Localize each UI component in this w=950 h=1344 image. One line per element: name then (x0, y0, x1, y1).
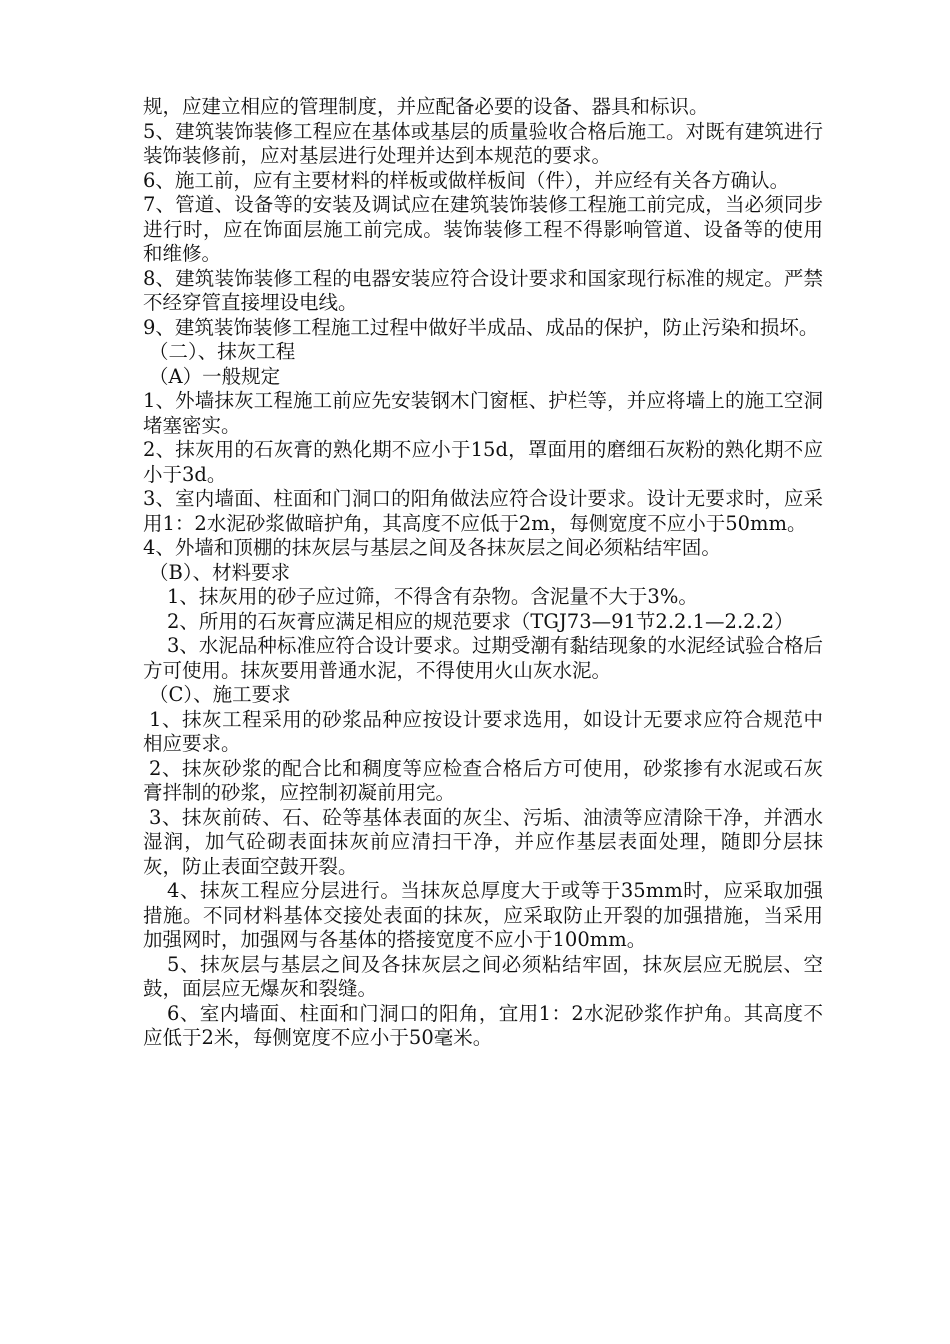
paragraph-general-1: 1、外墙抹灰工程施工前应先安装钢木门窗框、护栏等，并应将墙上的施工空洞堵塞密实。 (143, 389, 823, 437)
subsection-heading-construction: （C）、施工要求 (149, 683, 291, 706)
paragraph-construction-1: 1、抹灰工程采用的砂浆品种应按设计要求选用，如设计无要求应符合规范中相应要求。 (143, 707, 823, 755)
paragraph-construction-6: 6、室内墙面、柱面和门洞口的阳角，宜用1：2水泥砂浆作护角。其高度不应低于2米，每侧宽度不应小于50毫米。 (143, 1001, 823, 1049)
subsection-heading-materials: （B）、材料要求 (149, 560, 291, 584)
paragraph-item-7: 7、管道、设备等的安装及调试应在建筑装饰装修工程施工前完成，当必须同步进行时，应在饰面层施工前完成。装饰装修工程不得影响管道、设备等的使用和维修。 (143, 193, 823, 265)
paragraph-general-2: 2、抹灰用的石灰膏的熟化期不应小于15d，罩面用的磨细石灰粉的熟化期不应小于3d。 (143, 438, 823, 486)
paragraph-materials-2: 2、所用的石灰膏应满足相应的规范要求（TGJ73—91节2.2.1—2.2.2） (167, 609, 794, 633)
paragraph-general-4: 4、外墙和顶棚的抹灰层与基层之间及各抹灰层之间必须粘结牢固。 (143, 536, 721, 559)
paragraph-item-5: 5、建筑装饰装修工程应在基体或基层的质量验收合格后施工。对既有建筑进行装饰装修前，应对基层进行处理并达到本规范的要求。 (143, 119, 823, 167)
subsection-heading-general: （A）一般规定 (149, 364, 281, 388)
paragraph-management-rules: 规，应建立相应的管理制度，并应配备必要的设备、器具和标识。 (143, 95, 709, 118)
paragraph-construction-3: 3、抹灰前砖、石、砼等基体表面的灰尘、污垢、油渍等应清除干净，并洒水湿润，加气砼砌表面抹灰前应清扫干净，并应作基层表面处理，随即分层抹灰，防止表面空鼓开裂。 (143, 805, 823, 878)
paragraph-materials-3: 3、水泥品种标准应符合设计要求。过期受潮有黏结现象的水泥经试验合格后方可使用。抹灰要用普通水泥，不得使用火山灰水泥。 (143, 634, 823, 682)
paragraph-construction-4: 4、抹灰工程应分层进行。当抹灰总厚度大于或等于35mm时，应采取加强措施。不同材料基体交接处表面的抹灰，应采取防止开裂的加强措施，当采用加强网时，加强网与各基体的搭接宽度不应小于100mm。 (143, 879, 823, 951)
paragraph-construction-5: 5、抹灰层与基层之间及各抹灰层之间必须粘结牢固，抹灰层应无脱层、空鼓，面层应无爆灰和裂缝。 (143, 952, 823, 1000)
paragraph-item-9: 9、建筑装饰装修工程施工过程中做好半成品、成品的保护，防止污染和损坏。 (143, 315, 819, 339)
paragraph-item-6: 6、施工前，应有主要材料的样板或做样板间（件），并应经有关各方确认。 (143, 168, 790, 192)
section-heading-plastering: （二）、抹灰工程 (149, 340, 296, 363)
paragraph-construction-2: 2、抹灰砂浆的配合比和稠度等应检查合格后方可使用，砂浆掺有水泥或石灰膏拌制的砂浆，应控制初凝前用完。 (143, 756, 823, 804)
paragraph-general-3: 3、室内墙面、柱面和门洞口的阳角做法应符合设计要求。设计无要求时，应采用1：2水泥砂浆做暗护角，其高度不应低于2m，每侧宽度不应小于50mm。 (143, 487, 823, 535)
paragraph-item-8: 8、建筑装饰装修工程的电器安装应符合设计要求和国家现行标准的规定。严禁不经穿管直接埋设电线。 (143, 266, 823, 314)
document-body (143, 95, 823, 1051)
paragraph-materials-1: 1、抹灰用的砂子应过筛，不得含有杂物。含泥量不大于3%。 (167, 585, 698, 608)
